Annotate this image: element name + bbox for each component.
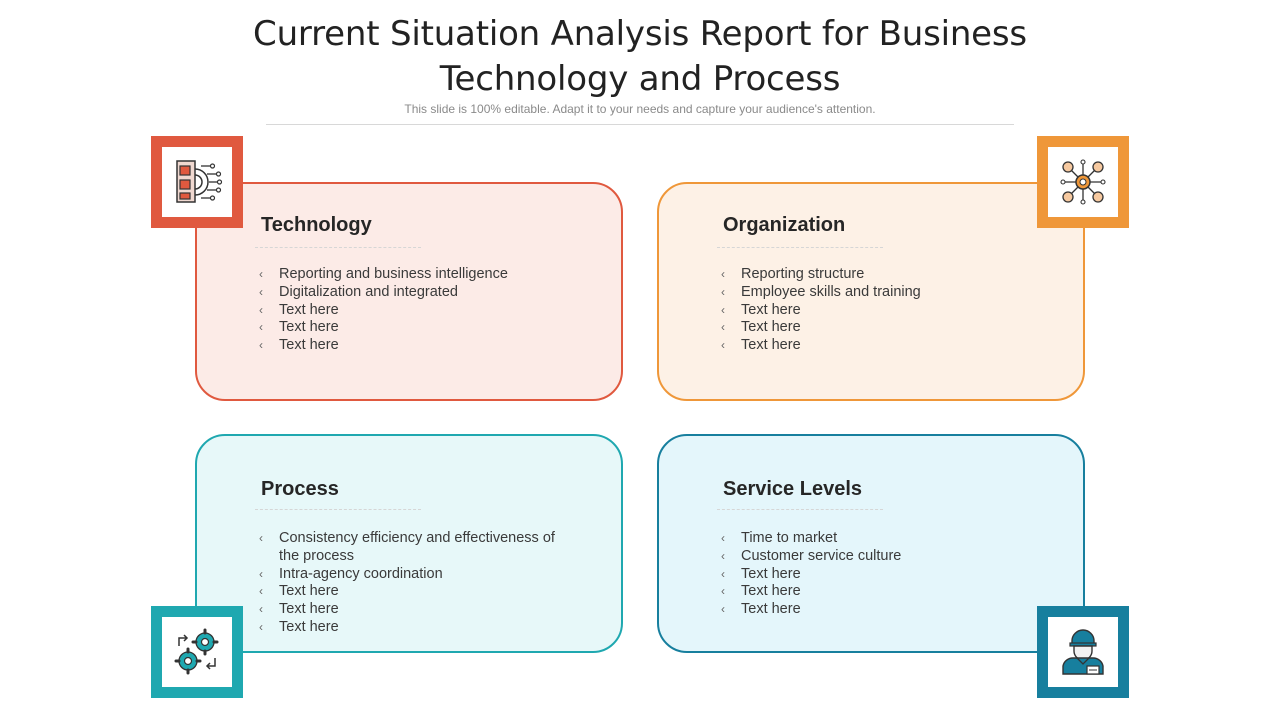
- bullet-icon: ‹: [259, 320, 263, 335]
- list-item: [721, 337, 1041, 355]
- technology-card: [195, 182, 623, 401]
- list-item: [259, 619, 579, 637]
- list-item-text: Text here: [279, 319, 339, 336]
- list-item: [259, 284, 579, 302]
- bullet-icon: ‹: [259, 267, 263, 281]
- bullet-icon: ‹: [721, 338, 725, 353]
- list-item: [721, 530, 1041, 548]
- list-item: [259, 319, 579, 337]
- list-item: [721, 583, 1041, 601]
- list-item-text: Reporting and business intelligence: [279, 266, 508, 282]
- bullet-icon: ‹: [259, 302, 263, 317]
- title-divider: [266, 124, 1014, 125]
- organization-card: [657, 182, 1085, 401]
- bullet-icon: ‹: [259, 284, 263, 299]
- service-levels-list: [721, 530, 1041, 619]
- bullet-icon: ‹: [721, 602, 725, 617]
- technology-icon-box: [151, 136, 243, 228]
- organization-icon-box: [1037, 136, 1129, 228]
- list-item-text: Text here: [741, 583, 801, 600]
- bullet-icon: ‹: [259, 531, 263, 545]
- process-icon-box: [151, 606, 243, 698]
- organization-heading: Organization: [723, 214, 846, 236]
- list-item: [721, 566, 1041, 584]
- list-item-text: Time to market: [741, 530, 838, 546]
- list-item-text: Consistency efficiency and effectiveness of the process: [279, 530, 555, 564]
- service-levels-heading: Service Levels: [723, 478, 862, 500]
- list-item-text: Text here: [741, 319, 801, 336]
- list-item-text: Text here: [279, 601, 339, 618]
- list-item-text: Digitalization and integrated: [279, 283, 458, 300]
- list-item: [721, 601, 1041, 619]
- list-item-text: Text here: [279, 301, 339, 318]
- list-item: [259, 583, 579, 601]
- list-item: [259, 601, 579, 619]
- slide-title: [0, 12, 1280, 102]
- list-item-text: Text here: [741, 301, 801, 318]
- list-item: [721, 266, 1041, 284]
- list-item: [721, 319, 1041, 337]
- process-list: [259, 530, 579, 637]
- list-item-text: Text here: [279, 337, 339, 354]
- bullet-icon: ‹: [259, 566, 263, 581]
- bullet-icon: ‹: [721, 302, 725, 317]
- technology-divider: [255, 247, 421, 248]
- process-heading: Process: [261, 478, 339, 500]
- bullet-icon: ‹: [721, 566, 725, 581]
- service-levels-card: [657, 434, 1085, 653]
- circuit-gear-icon: [171, 156, 223, 208]
- service-worker-icon: [1057, 626, 1109, 678]
- list-item: [721, 302, 1041, 320]
- network-people-icon: [1057, 156, 1109, 208]
- list-item: [259, 266, 579, 284]
- slide-title-line-2: Technology and Process: [439, 59, 841, 99]
- organization-list: [721, 266, 1041, 355]
- list-item-text: Text here: [741, 337, 801, 354]
- list-item-text: Intra-agency coordination: [279, 565, 443, 582]
- bullet-icon: ‹: [721, 320, 725, 335]
- bullet-icon: ‹: [259, 338, 263, 353]
- list-item: [721, 548, 1041, 566]
- process-card: [195, 434, 623, 653]
- list-item: [259, 566, 579, 584]
- bullet-icon: ‹: [259, 602, 263, 617]
- slide-subtitle: This slide is 100% editable. Adapt it to your needs and capture your audience's attention.: [404, 102, 876, 116]
- list-item-text: Text here: [741, 601, 801, 618]
- bullet-icon: ‹: [721, 548, 725, 563]
- list-item-text: Text here: [741, 565, 801, 582]
- bullet-icon: ‹: [721, 531, 725, 545]
- process-divider: [255, 509, 421, 510]
- list-item-text: Reporting structure: [741, 266, 865, 282]
- list-item: [259, 337, 579, 355]
- bullet-icon: ‹: [721, 267, 725, 281]
- gears-cycle-icon: [171, 626, 223, 678]
- list-item-text: Text here: [279, 618, 339, 635]
- service-levels-divider: [717, 509, 883, 510]
- list-item: [721, 284, 1041, 302]
- bullet-icon: ‹: [721, 284, 725, 299]
- bullet-icon: ‹: [259, 584, 263, 599]
- list-item-text: Customer service culture: [741, 547, 902, 564]
- organization-divider: [717, 247, 883, 248]
- technology-list: [259, 266, 579, 355]
- slide-title-line-1: Current Situation Analysis Report for Business: [253, 14, 1027, 54]
- list-item-text: Employee skills and training: [741, 283, 921, 300]
- technology-heading: Technology: [261, 214, 372, 236]
- list-item: [259, 530, 579, 566]
- service-levels-icon-box: [1037, 606, 1129, 698]
- list-item: [259, 302, 579, 320]
- bullet-icon: ‹: [259, 619, 263, 634]
- list-item-text: Text here: [279, 583, 339, 600]
- bullet-icon: ‹: [721, 584, 725, 599]
